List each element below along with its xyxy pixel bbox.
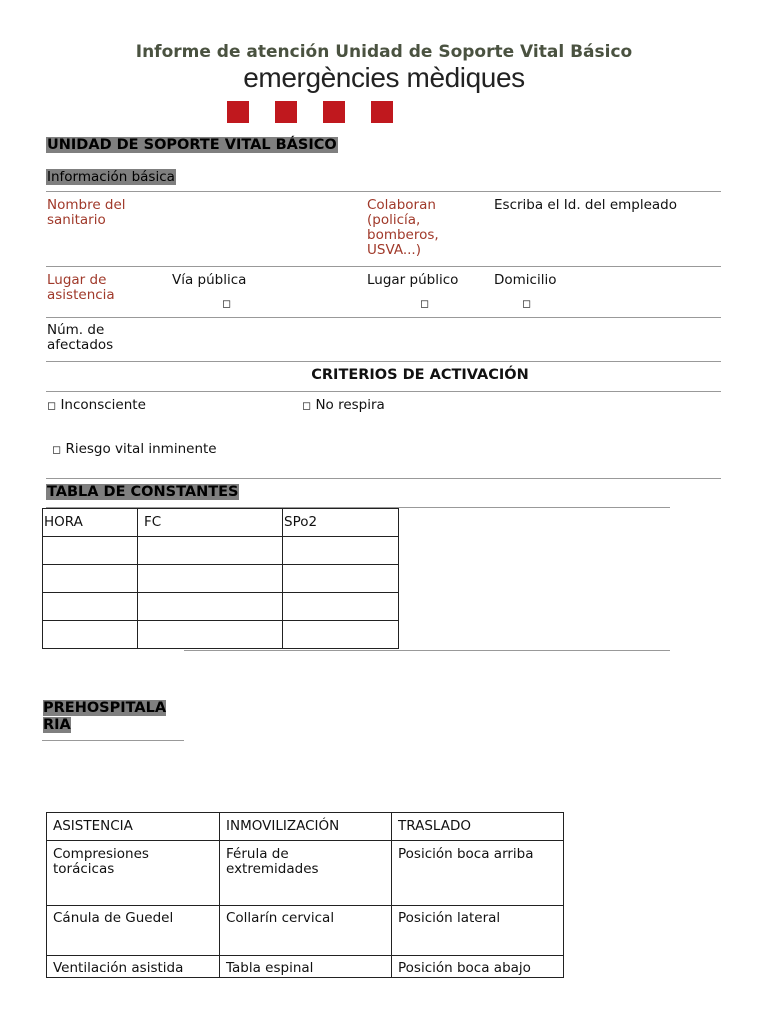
section-heading-usvb: UNIDAD DE SOPORTE VITAL BÁSICO: [47, 137, 337, 153]
table-row: [47, 841, 564, 906]
table-row: [47, 956, 564, 978]
afectados-label: Núm. de afectados: [47, 322, 114, 353]
section-heading-constantes: TABLA DE CONSTANTES: [47, 484, 239, 500]
cell-traslado[interactable]: Posición lateral: [392, 906, 564, 956]
cell-fc[interactable]: [138, 621, 283, 649]
table-row: [43, 565, 399, 593]
cell-asistencia[interactable]: Ventilación asistida: [47, 956, 220, 978]
col-fc: FC: [138, 509, 283, 537]
checkbox-lugar-publico[interactable]: ◻: [420, 297, 430, 310]
checkbox-icon[interactable]: ◻: [52, 443, 62, 456]
option-lugar-publico: Lugar público: [367, 272, 459, 288]
col-hora: HORA: [43, 509, 138, 537]
cell-spo2[interactable]: [283, 565, 399, 593]
col-inmovilizacion: INMOVILIZACIÓN: [220, 813, 392, 841]
cell-asistencia[interactable]: Cánula de Guedel: [47, 906, 220, 956]
logo-square: [323, 101, 345, 123]
table-row: [47, 906, 564, 956]
divider: [46, 317, 721, 318]
cell-hora[interactable]: [43, 621, 138, 649]
table-row: [43, 593, 399, 621]
cell-traslado[interactable]: Posición boca arriba: [392, 841, 564, 906]
colaboran-label: Colaboran (policía, bomberos, USVA...): [367, 197, 439, 258]
lugar-label: Lugar de asistencia: [47, 272, 115, 303]
checkbox-domicilio[interactable]: ◻: [522, 297, 532, 310]
checkbox-icon[interactable]: ◻: [47, 399, 57, 412]
nombre-label: Nombre del sanitario: [47, 197, 126, 228]
section-heading-prehospitalaria: [42, 700, 167, 734]
option-domicilio: Domicilio: [494, 272, 557, 288]
divider: [42, 740, 184, 741]
table-row: [43, 621, 399, 649]
cell-spo2[interactable]: [283, 593, 399, 621]
cell-spo2[interactable]: [283, 537, 399, 565]
divider: [46, 391, 721, 392]
cell-hora[interactable]: [43, 565, 138, 593]
cell-fc[interactable]: [138, 593, 283, 621]
criterio-inconsciente[interactable]: [47, 398, 146, 413]
cell-fc[interactable]: [138, 565, 283, 593]
cell-inmovilizacion[interactable]: Férula de extremidades: [220, 841, 392, 906]
subheading-basic-info: Información básica: [47, 169, 175, 185]
logo-square: [227, 101, 249, 123]
employee-id-field[interactable]: Escriba el Id. del empleado: [494, 197, 678, 213]
divider: [46, 191, 721, 192]
heading-part-2: RIA: [43, 717, 71, 733]
divider: [46, 478, 721, 479]
table-header-row: [47, 813, 564, 841]
cell-inmovilizacion[interactable]: Collarín cervical: [220, 906, 392, 956]
heading-part-1: PREHOSPITALA: [43, 700, 167, 716]
cell-hora[interactable]: [43, 537, 138, 565]
criterio-riesgo-vital[interactable]: [52, 442, 217, 457]
criterio-label: No respira: [315, 397, 385, 413]
criterio-label: Riesgo vital inminente: [65, 441, 217, 457]
cell-traslado[interactable]: Posición boca abajo: [392, 956, 564, 978]
divider: [184, 650, 670, 651]
table-header-row: [43, 509, 399, 537]
col-traslado: TRASLADO: [392, 813, 564, 841]
table-row: [43, 537, 399, 565]
report-title: Informe de atención Unidad de Soporte Vital Básico: [135, 42, 633, 62]
divider: [46, 361, 721, 362]
logo-square: [275, 101, 297, 123]
checkbox-via-publica[interactable]: ◻: [222, 297, 232, 310]
criterio-label: Inconsciente: [60, 397, 146, 413]
cell-spo2[interactable]: [283, 621, 399, 649]
cell-fc[interactable]: [138, 537, 283, 565]
logo-square: [371, 101, 393, 123]
divider: [46, 266, 721, 267]
cell-inmovilizacion[interactable]: Tabla espinal: [220, 956, 392, 978]
checkbox-icon[interactable]: ◻: [302, 399, 312, 412]
cell-hora[interactable]: [43, 593, 138, 621]
constantes-table: [42, 508, 399, 649]
criterios-heading: CRITERIOS DE ACTIVACIÓN: [311, 367, 529, 383]
prehospitalaria-table: [46, 812, 564, 978]
col-asistencia: ASISTENCIA: [47, 813, 220, 841]
col-spo2: SPo2: [283, 509, 399, 537]
criterio-no-respira[interactable]: [302, 398, 385, 413]
cell-asistencia[interactable]: Compresiones torácicas: [47, 841, 220, 906]
brand-logo: emergències mèdiques: [243, 62, 525, 93]
option-via-publica: Vía pública: [172, 272, 247, 288]
